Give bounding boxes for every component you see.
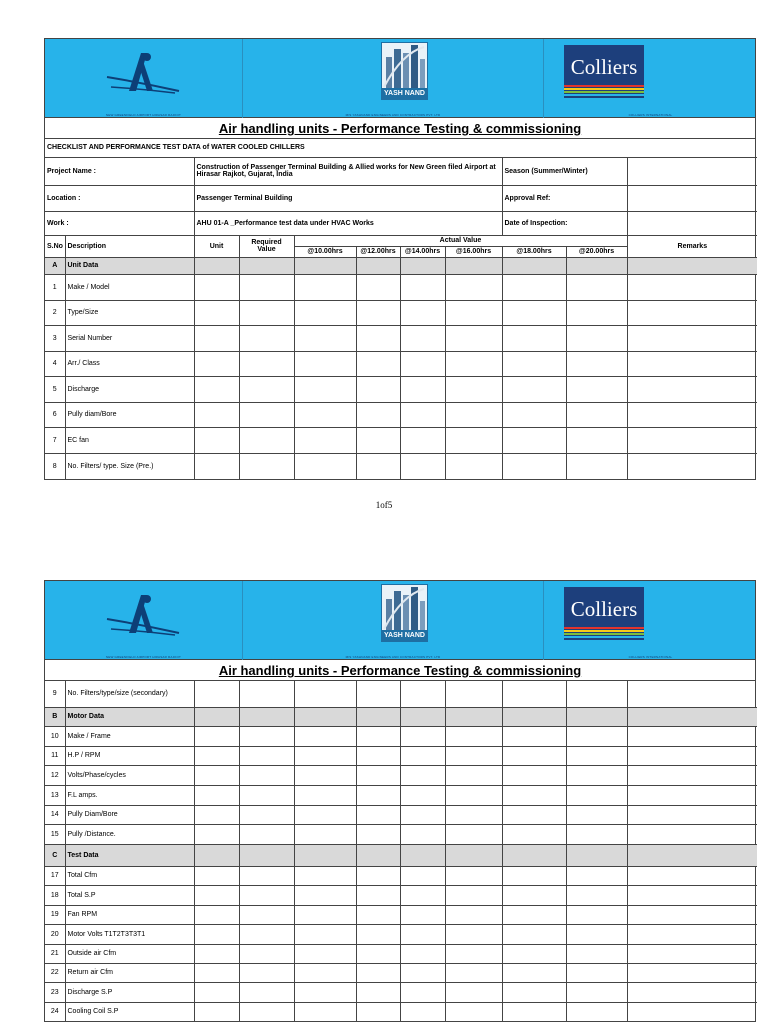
yashnand-logo-text: YASH NAND — [382, 88, 427, 99]
date-of-inspection-label: Date of Inspection: — [502, 211, 627, 235]
header-time: @16.00hrs — [445, 246, 502, 257]
table-row: 13 F.L amps. — [45, 785, 757, 805]
section-row: B Motor Data — [45, 707, 757, 726]
table-row: 21 Outside air Cfm — [45, 944, 757, 963]
table-row: 6 Pully diam/Bore — [45, 402, 757, 427]
table-row: 1 Make / Model — [45, 274, 757, 300]
location-label: Location : — [45, 185, 194, 211]
yashnand-logo — [381, 584, 428, 642]
table-row: 4 Arr./ Class — [45, 351, 757, 376]
colliers-logo-cell — [544, 581, 757, 660]
table-row: 23 Discharge S.P — [45, 982, 757, 1002]
table-row: 14 Pully Diam/Bore — [45, 805, 757, 824]
table-row: 11 H.P / RPM — [45, 746, 757, 765]
project-name-value: Construction of Passenger Terminal Building & Allied works for New Green filed Airport at Hirasar Rajkot, Gujarat, India — [194, 157, 502, 185]
table-row: 15 Pully /Distance. — [45, 824, 757, 844]
colliers-logo — [564, 587, 644, 640]
colliers-logo-cell — [544, 39, 757, 118]
buildings-icon — [382, 585, 427, 631]
checklist-table-continued — [45, 681, 757, 1021]
table-row: 12 Volts/Phase/cycles — [45, 765, 757, 785]
colliers-caption: COLLIERS INTERNATIONAL — [628, 113, 673, 117]
header-time: @12.00hrs — [356, 246, 400, 257]
table-row: 5 Discharge — [45, 376, 757, 402]
colliers-logo-text: Colliers — [570, 55, 638, 79]
yashnand-caption: M/S YASHNAND ENGINEERS AND CONTRACTORS PVT. LTD — [345, 113, 441, 117]
aai-logo-cell — [45, 39, 243, 118]
aai-logo-icon — [103, 47, 183, 99]
checklist-table — [45, 139, 757, 479]
table-row: 10 Make / Frame — [45, 726, 757, 746]
table-row: 20 Motor Volts T1T2T3T3T1 — [45, 924, 757, 944]
header-sno: S.No — [45, 235, 65, 257]
page-title: Air handling units - Performance Testing & commissioning — [45, 660, 755, 681]
approval-ref-label: Approval Ref: — [502, 185, 627, 211]
season-label: Season (Summer/Winter) — [502, 157, 627, 185]
table-row: 17 Total Cfm — [45, 866, 757, 885]
table-row: 8 No. Filters/ type. Size (Pre.) — [45, 453, 757, 479]
header-time: @20.00hrs — [566, 246, 627, 257]
yashnand-logo-cell — [243, 39, 544, 118]
header-banner — [45, 581, 755, 660]
header-description: Description — [65, 235, 194, 257]
aai-logo-cell — [45, 581, 243, 660]
table-row: 19 Fan RPM — [45, 905, 757, 924]
table-row: 9 No. Filters/type/size (secondary) — [45, 681, 757, 707]
yashnand-caption: M/S YASHNAND ENGINEERS AND CONTRACTORS PVT. LTD — [345, 655, 441, 659]
page-title: Air handling units - Performance Testing & commissioning — [45, 118, 755, 139]
header-remarks: Remarks — [627, 235, 757, 257]
header-time: @10.00hrs — [294, 246, 356, 257]
work-label: Work : — [45, 211, 194, 235]
colliers-logo-text: Colliers — [570, 597, 638, 621]
page-number: 1of5 — [375, 500, 393, 510]
page-2-sheet — [44, 580, 756, 1022]
table-row: 2 Type/Size — [45, 300, 757, 325]
header-required-value: Required Value — [239, 235, 294, 257]
colliers-logo — [564, 45, 644, 98]
work-value: AHU 01-A _Performance test data under HVAC Works — [194, 211, 502, 235]
approval-ref-value[interactable] — [627, 185, 757, 211]
buildings-icon — [382, 43, 427, 89]
aai-logo-icon — [103, 589, 183, 641]
table-row: 18 Total S.P — [45, 885, 757, 905]
table-row: 24 Cooling Coil S.P — [45, 1002, 757, 1021]
table-row: 7 EC fan — [45, 427, 757, 453]
yashnand-logo-text: YASH NAND — [382, 630, 427, 641]
section-row: A Unit Data — [45, 257, 757, 274]
date-of-inspection-value[interactable] — [627, 211, 757, 235]
table-row: 22 Return air Cfm — [45, 963, 757, 982]
header-time: @14.00hrs — [400, 246, 445, 257]
header-time: @18.00hrs — [502, 246, 566, 257]
season-value[interactable] — [627, 157, 757, 185]
aai-caption: NEW GREENFIELD AIRPORT HIRASAR RAJKOT — [105, 113, 182, 117]
section-row: C Test Data — [45, 844, 757, 866]
yashnand-logo — [381, 42, 428, 100]
yashnand-logo-cell — [243, 581, 544, 660]
colliers-caption: COLLIERS INTERNATIONAL — [628, 655, 673, 659]
header-banner — [45, 39, 755, 118]
aai-caption: NEW GREENFIELD AIRPORT HIRASAR RAJKOT — [105, 655, 182, 659]
location-value: Passenger Terminal Building — [194, 185, 502, 211]
page-1-sheet — [44, 38, 756, 480]
table-row: 3 Serial Number — [45, 325, 757, 351]
header-actual-value: Actual Value — [294, 235, 627, 246]
checklist-subtitle: CHECKLIST AND PERFORMANCE TEST DATA of WATER COOLED CHILLERS — [45, 139, 757, 157]
header-unit: Unit — [194, 235, 239, 257]
project-name-label: Project Name : — [45, 157, 194, 185]
